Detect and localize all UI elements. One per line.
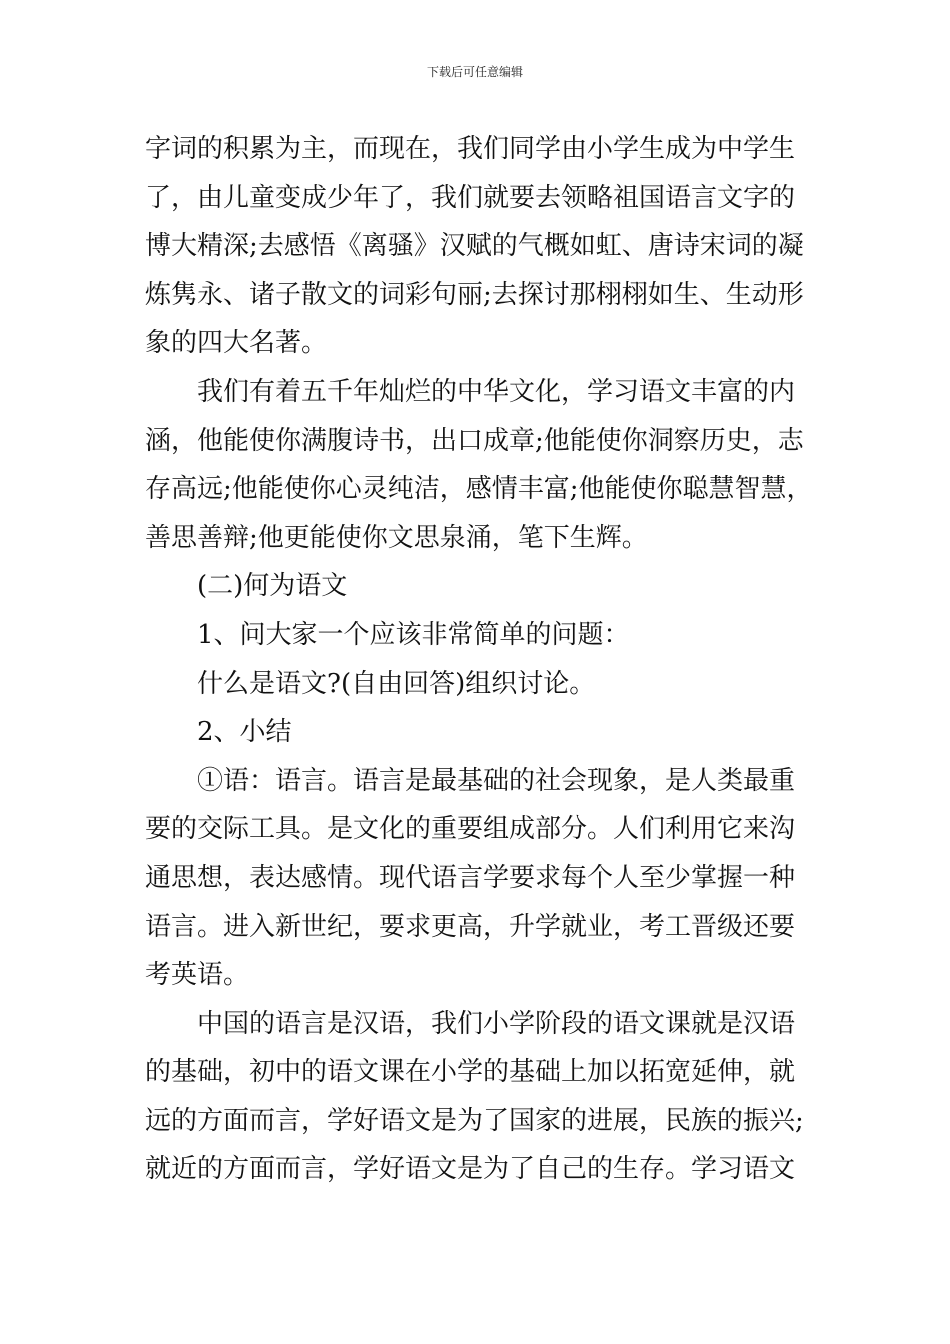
text-line: 存高远;他能使你心灵纯洁，感情丰富;他能使你聪慧智慧，	[145, 474, 813, 505]
numbered-item: 1、问大家一个应该非常简单的问题：	[197, 619, 630, 650]
text-line: 远的方面而言，学好语文是为了国家的进展，民族的振兴;	[145, 1105, 804, 1136]
text-line: 涵，他能使你满腹诗书，出口成章;他能使你洞察历史，志	[145, 425, 804, 456]
text-line: 象的四大名著。	[145, 328, 328, 359]
text-line: 什么是语文?(自由回答)组织讨论。	[197, 668, 596, 699]
text-line: 的基础，初中的语文课在小学的基础上加以拓宽延伸，就	[145, 1057, 796, 1088]
text-line: 要的交际工具。是文化的重要组成部分。人们利用它来沟	[145, 814, 796, 845]
text-line: 了，由儿童变成少年了，我们就要去领略祖国语言文字的	[145, 182, 796, 213]
text-line: 善思善辩;他更能使你文思泉涌，笔下生辉。	[145, 522, 648, 553]
numbered-item: 2、小结	[197, 717, 292, 748]
paragraph-first-line: 中国的语言是汉语，我们小学阶段的语文课就是汉语	[197, 1008, 796, 1039]
text-line: 考英语。	[145, 960, 250, 991]
text-line: 就近的方面而言，学好语文是为了自己的生存。学习语文	[145, 1154, 796, 1185]
paragraph-first-line: ①语：语言。语言是最基础的社会现象，是人类最重	[197, 765, 796, 796]
paragraph-first-line: 我们有着五千年灿烂的中华文化，学习语文丰富的内	[197, 376, 796, 407]
page-header: 下载后可任意编辑	[426, 65, 523, 79]
text-line: 字词的积累为主，而现在，我们同学由小学生成为中学生	[145, 134, 796, 164]
section-heading: (二)何为语文	[197, 571, 348, 602]
text-line: 通思想，表达感情。现代语言学要求每个人至少掌握一种	[145, 862, 796, 893]
text-line: 语言。进入新世纪，要求更高，升学就业，考工晋级还要	[145, 911, 796, 942]
text-line: 炼隽永、诸子散文的词彩句丽;去探讨那栩栩如生、生动形	[145, 279, 804, 310]
document-body	[145, 125, 813, 1194]
text-line: 博大精深;去感悟《离骚》汉赋的气概如虹、唐诗宋词的凝	[145, 231, 804, 262]
